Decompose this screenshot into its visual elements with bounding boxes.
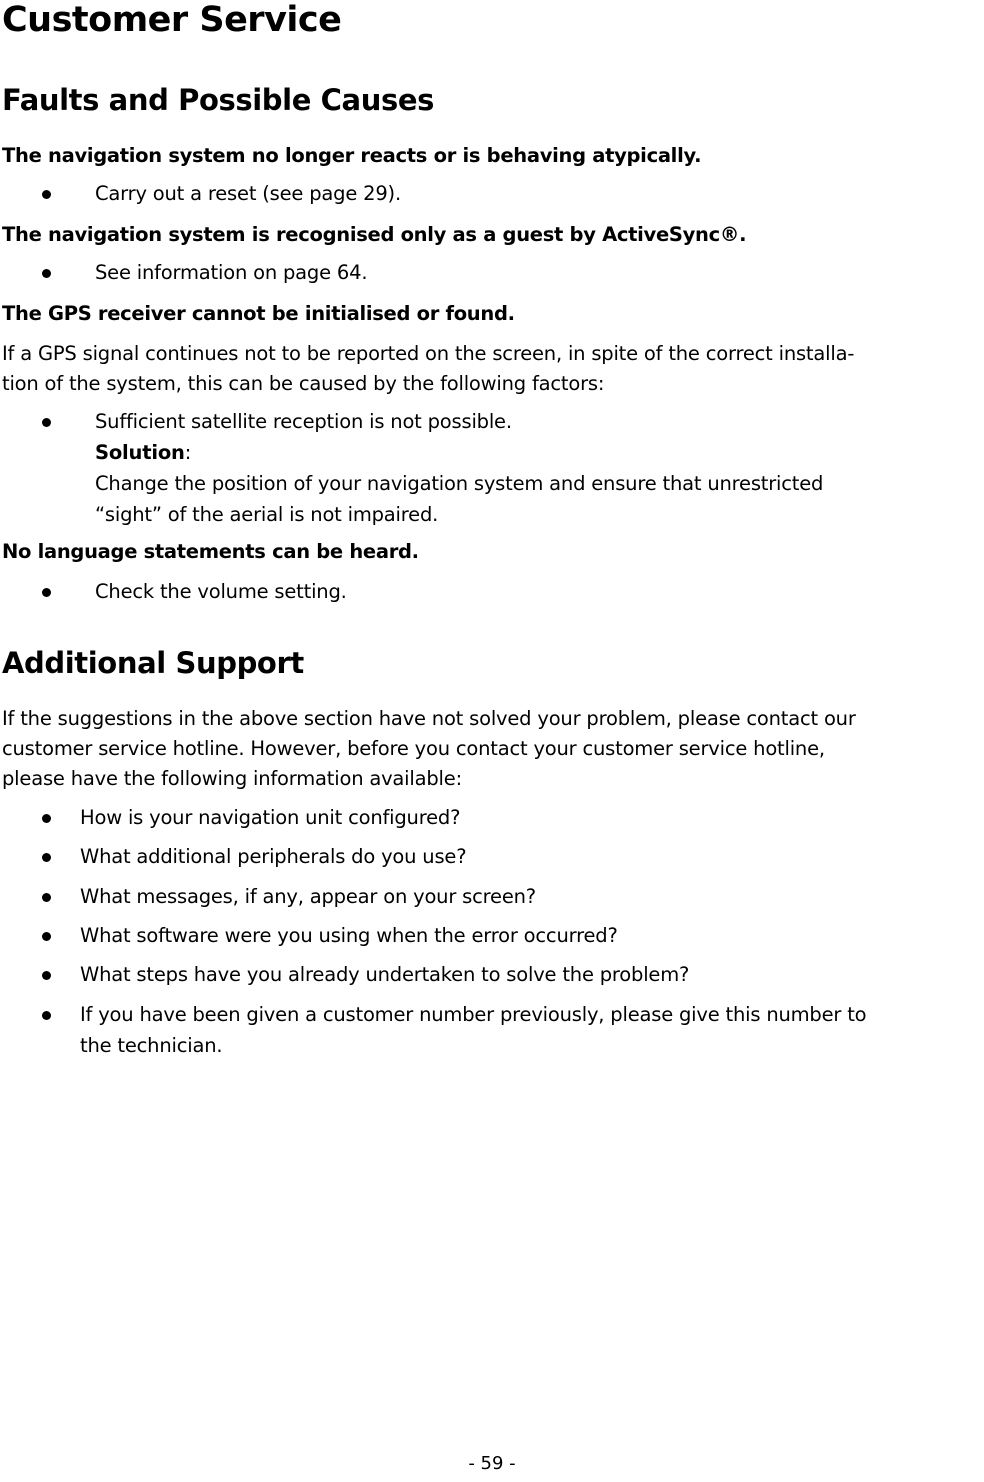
bullet-icon xyxy=(42,190,51,199)
bullet-icon xyxy=(42,588,51,597)
fault-remedy-reset: Carry out a reset (see page 29). xyxy=(95,182,401,205)
gps-cause: Sufficient satellite reception is not possible. xyxy=(95,410,512,433)
bullet-icon xyxy=(42,971,51,980)
list-item-line2: the technician. xyxy=(80,1034,223,1057)
solution-label-line xyxy=(95,437,191,468)
bullet-icon xyxy=(42,418,51,427)
gps-explanation-line1: If a GPS signal continues not to be reported on the screen, in spite of the correct installa- xyxy=(2,342,855,365)
solution-line1: Change the position of your navigation system and ensure that unrestricted xyxy=(95,472,824,495)
bullet-icon xyxy=(42,269,51,278)
bullet-icon xyxy=(42,814,51,823)
solution-colon: : xyxy=(184,441,192,464)
faults-heading: Faults and Possible Causes xyxy=(2,83,434,117)
page-number: - 59 - xyxy=(468,1453,516,1474)
bullet-icon xyxy=(42,893,51,902)
list-item: What additional peripherals do you use? xyxy=(80,845,467,868)
list-item-line1: If you have been given a customer number previously, please give this number to xyxy=(80,1003,867,1026)
fault-remedy-info: See information on page 64. xyxy=(95,261,368,284)
bullet-icon xyxy=(42,1011,51,1020)
support-intro-line3: please have the following information available: xyxy=(2,767,462,790)
list-item: What messages, if any, appear on your screen? xyxy=(80,885,536,908)
gps-explanation-line2: tion of the system, this can be caused by the following factors: xyxy=(2,372,605,395)
support-intro-line2: customer service hotline. However, before you contact your customer service hotline, xyxy=(2,737,825,760)
fault-question-gps: The GPS receiver cannot be initialised or found. xyxy=(2,302,515,325)
fault-remedy-volume: Check the volume setting. xyxy=(95,580,347,603)
support-heading: Additional Support xyxy=(2,646,304,680)
list-item: What software were you using when the error occurred? xyxy=(80,924,618,947)
solution-line2: “sight” of the aerial is not impaired. xyxy=(95,503,439,526)
bullet-icon xyxy=(42,853,51,862)
support-intro-line1: If the suggestions in the above section have not solved your problem, please contact our xyxy=(2,707,856,730)
list-item: What steps have you already undertaken to solve the problem? xyxy=(80,963,690,986)
fault-question-audio: No language statements can be heard. xyxy=(2,540,419,563)
list-item: How is your navigation unit configured? xyxy=(80,806,461,829)
fault-question-activesync: The navigation system is recognised only as a guest by ActiveSync®. xyxy=(2,223,747,246)
solution-label: Solution xyxy=(95,441,185,464)
fault-question-unresponsive: The navigation system no longer reacts or is behaving atypically. xyxy=(2,144,702,167)
bullet-icon xyxy=(42,932,51,941)
page-title: Customer Service xyxy=(2,0,342,40)
